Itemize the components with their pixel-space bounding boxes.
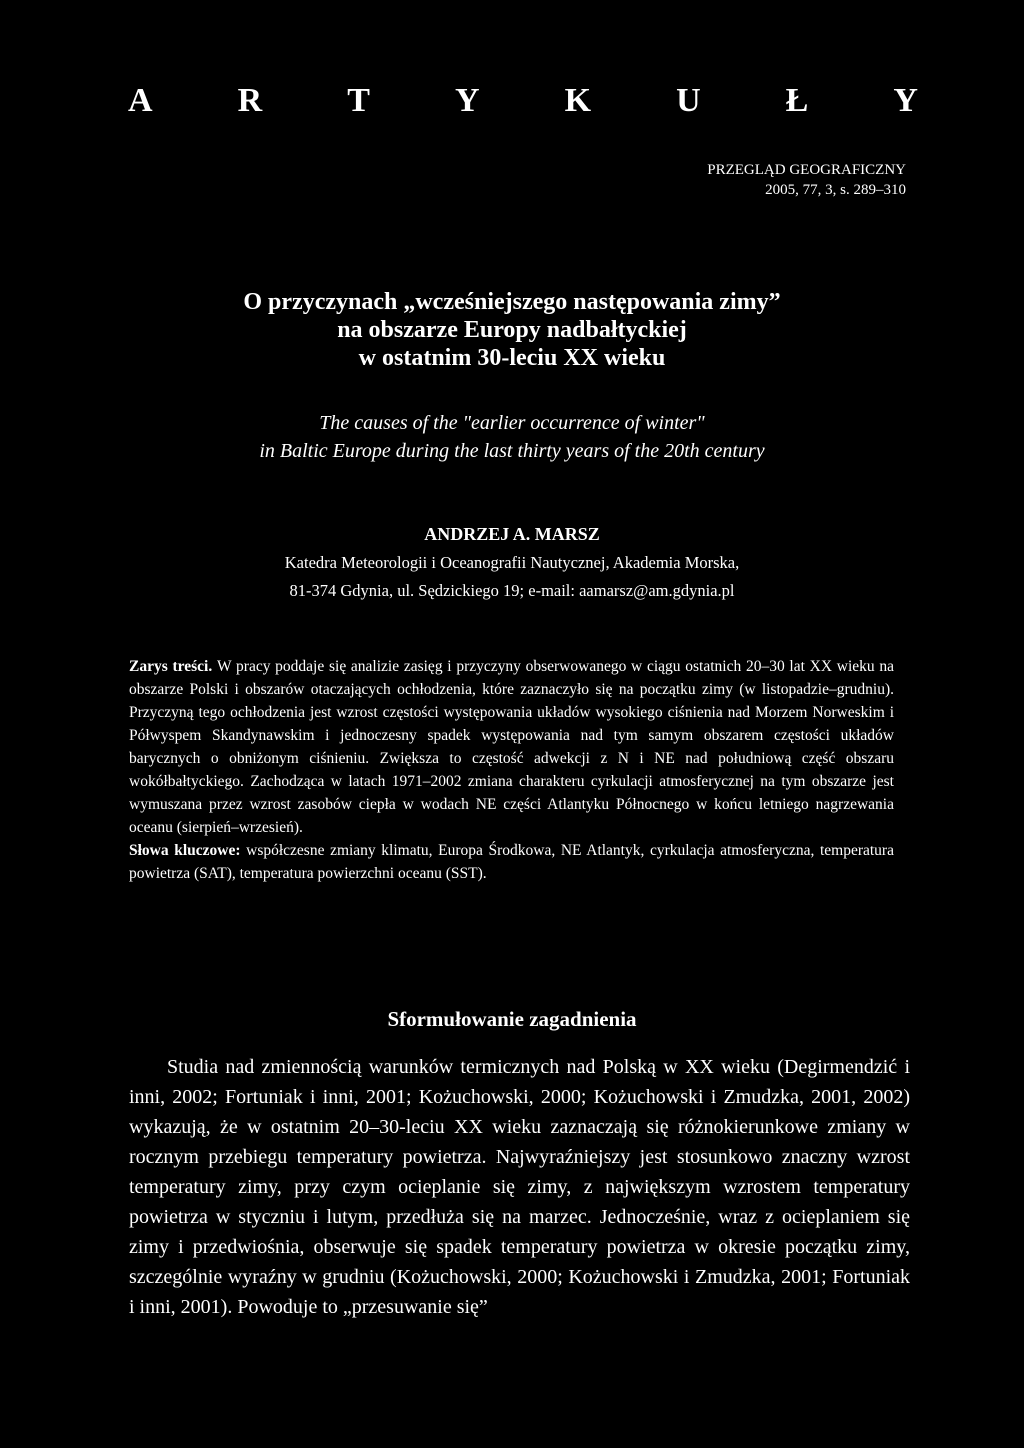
journal-citation: 2005, 77, 3, s. 289–310 [765, 182, 906, 198]
journal-name: PRZEGLĄD GEOGRAFICZNY [707, 162, 906, 178]
journal-reference [707, 160, 906, 200]
body-paragraph: Studia nad zmiennością warunków termicznych nad Polską w XX wieku (Degirmendzić i inni, 2002; Fortuniak i inni, 2001; Kożuchowski, 2000; Kożuchowski i Zmudzka, 2001, 2002) wykazują, że w ostatnim 20–30-leciu XX wieku zaznaczają się różnokierunkowe zmiany w rocznym przebiegu temperatury powietrza. Najwyraźniejszy jest stosunkowo znaczny wzrost temperatury zimy, przy czym ocieplanie się zimy, z największym wzrostem temperatury powietrza w styczniu i lutym, przedłuża się na marzec. Jednocześnie, wraz z ocieplaniem się zimy i przedwiośnia, obserwuje się spadek temperatury powietrza w okresie początku zimy, szczególnie wyraźny w grudniu (Kożuchowski, 2000; Kożuchowski i Zmudzka, 2001; Fortuniak i inni, 2001). Powoduje to „przesuwanie się” [129, 1056, 910, 1318]
title-line: O przyczynach „wcześniejszego następowania zimy” [243, 289, 781, 315]
subtitle-line: The causes of the "earlier occurrence of winter" [319, 412, 705, 434]
section-body [129, 1052, 910, 1322]
subtitle-line: in Baltic Europe during the last thirty years of the 20th century [259, 440, 765, 462]
affiliation-line: 81-374 Gdynia, ul. Sędzickiego 19; e-mail: aamarsz@am.gdynia.pl [289, 581, 735, 600]
section-header-artykuly [128, 78, 918, 124]
section-letter: A [128, 82, 153, 119]
title-line: w ostatnim 30-leciu XX wieku [358, 345, 666, 371]
affiliation-line: Katedra Meteorologii i Oceanografii Nautycznej, Akademia Morska, [284, 553, 740, 572]
keywords-text: współczesne zmiany klimatu, Europa Środkowa, NE Atlantyk, cyrkulacja atmosferyczna, temperatura powietrza (SAT), temperatura powierzchni oceanu (SST). [129, 842, 894, 882]
abstract [129, 655, 894, 885]
author-affiliation [112, 549, 912, 605]
section-letter: K [564, 82, 592, 119]
keywords [129, 839, 894, 885]
abstract-body [129, 655, 894, 839]
article-title [112, 288, 912, 372]
article-english-title [112, 409, 912, 465]
section-letter: T [347, 82, 370, 119]
abstract-label: Zarys treści. [129, 658, 217, 675]
section-letter: Ł [785, 82, 809, 119]
keywords-label: Słowa kluczowe: [129, 842, 247, 859]
author-name: ANDRZEJ A. MARSZ [424, 524, 600, 544]
section-letter: U [676, 82, 701, 119]
abstract-text: W pracy poddaje się analizie zasięg i przyczyny obserwowanego w ciągu ostatnich 20–30 lat XX wieku na obszarze Polski i obszarów otaczających ochłodzenia, które zaznaczyło się na początku zimy (w listopadzie–grudniu). Przyczyną tego ochłodzenia jest wzrost częstości występowania układów wysokiego ciśnienia nad Morzem Norweskim i Półwyspem Skandynawskim i jednoczesny spadek występowania nad tym samym obszarem częstości układów barycznych o obniżonym ciśnieniu. Zwiększa to częstość adwekcji z N i NE nad południową część obszaru wokółbałtyckiego. Zachodząca w latach 1971–2002 zmiana charakteru cyrkulacji atmosferycznej na tym obszarze jest wymuszana przez wzrost zasobów ciepła w wodach NE części Atlantyku Północnego w końcu letniego nagrzewania oceanu (sierpień–wrzesień). [129, 658, 895, 836]
section-letter: Y [893, 82, 918, 119]
section-heading: Sformułowanie zagadnienia [387, 1007, 637, 1031]
section-letter: Y [454, 82, 480, 119]
title-line: na obszarze Europy nadbałtyckiej [337, 317, 687, 343]
section-letter: R [237, 82, 263, 119]
